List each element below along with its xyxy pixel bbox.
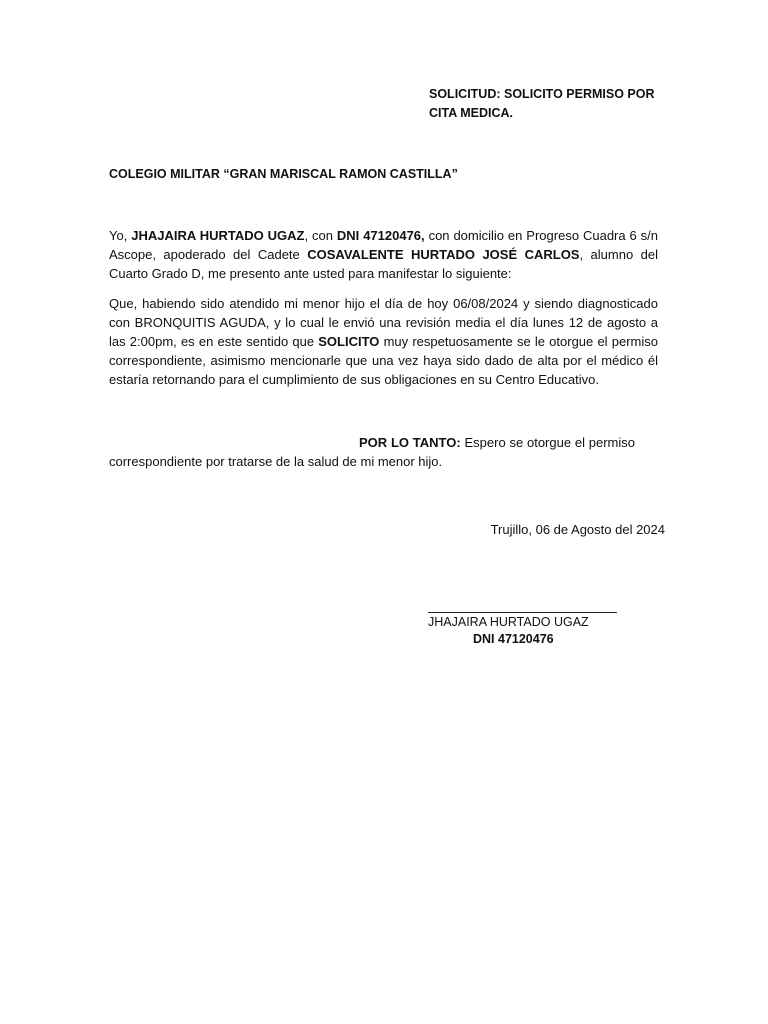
body-text-2: muy respetuosamente se le otorgue el permiso correspondiente, asimismo mencionarle que una vez haya sido dado de alta por el médico él estaría retornando para el cumplimiento de sus obligaciones en su Centro Educativo. — [109, 334, 658, 387]
cadet-name: COSAVALENTE HURTADO JOSÉ CARLOS — [307, 247, 580, 262]
body-text-1: Que, habiendo sido atendido mi menor hijo el día de hoy 06/08/2024 y siendo diagnosticado con BRONQUITIS AGUDA, y lo cual le envió una revisión media el día lunes 12 de agosto a las 2:00pm, es en este sentido que — [109, 296, 658, 349]
intro-text-4: , alumno del Cuarto Grado D, me presento ante usted para manifestar lo siguiente: — [109, 247, 658, 281]
applicant-name: JHAJAIRA HURTADO UGAZ — [131, 228, 305, 243]
por-lo-tanto-label: POR LO TANTO: — [359, 435, 461, 450]
signer-dni: DNI 47120476 — [473, 632, 554, 646]
intro-text-1: Yo, — [109, 228, 132, 243]
body-paragraph — [109, 294, 658, 389]
closing-text: Espero se otorgue el permiso correspondiente por tratarse de la salud de mi menor hijo. — [109, 435, 635, 469]
recipient-heading: COLEGIO MILITAR “GRAN MARISCAL RAMON CASTILLA” — [109, 167, 458, 181]
closing-paragraph — [109, 433, 635, 471]
place-date: Trujillo, 06 de Agosto del 2024 — [490, 522, 665, 537]
subject-heading: SOLICITUD: SOLICITO PERMISO POR CITA MEDICA. — [429, 87, 655, 120]
solicito-keyword: SOLICITO — [318, 334, 380, 349]
applicant-dni: DNI 47120476, — [336, 228, 425, 243]
intro-paragraph — [109, 226, 658, 283]
signature-block — [428, 598, 618, 648]
signature-line — [428, 598, 617, 613]
intro-text-3: con domicilio en Progreso Cuadra 6 s/n Ascope, apoderado del Cadete — [109, 228, 659, 262]
signer-name: JHAJAIRA HURTADO UGAZ — [428, 615, 589, 629]
intro-text-2: , con — [304, 228, 337, 243]
